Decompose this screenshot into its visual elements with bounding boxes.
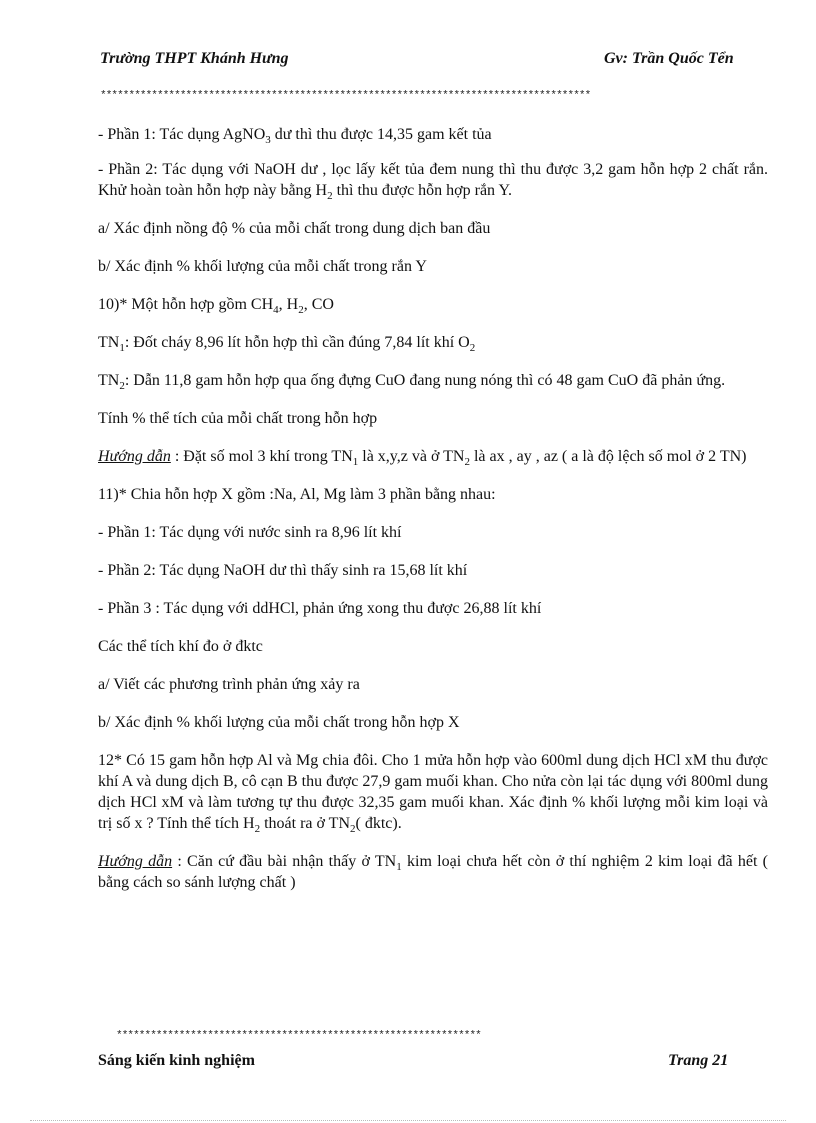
question-a: a/ Xác định nồng độ % của mỗi chất trong dung dịch ban đầu — [98, 220, 491, 237]
hint-12: Hướng dẫn : Căn cứ đầu bài nhận thấy ở $TN_1$ kim loại chưa hết còn ở thí nghiệm 2 kim loại đã hết ( bằng cách so sánh lượng chất ) — [98, 853, 768, 891]
part-1: - Phần 1: Tác dụng với nước sinh ra 8,96 lít khí — [98, 524, 402, 541]
problem-12: 12* Có 15 gam hỗn hợp Al và Mg chia đôi. Cho 1 mửa hỗn hợp vào 600ml dung dịch HCl xM thu được khí A và dung dịch B, cô cạn B thu được 27,9 gam muối khan. Cho nửa còn lại tác dụng với 800ml dung dịch HCl xM và làm tương tự thu được 32,35 gam muối khan. Xác định % khối lượng mỗi kim loại và trị số x ? Tính thể tích $H_2$ thoát ra ở $TN_2$( đktc). — [98, 752, 768, 836]
page-number: Trang 21 — [668, 1052, 729, 1069]
footer-divider: **************************************************************** — [116, 1030, 481, 1042]
experiment-1: $TN_1$: Đốt cháy 8,96 lít hỗn hợp thì cần đúng 7,84 lít khí $O_2$ — [98, 334, 476, 355]
question-11b: b/ Xác định % khối lượng của mỗi chất trong hỗn hợp X — [98, 714, 460, 731]
question-b: b/ Xác định % khối lượng của mỗi chất trong rắn Y — [98, 258, 427, 275]
page-bottom-divider — [30, 1120, 786, 1121]
page-content — [98, 124, 768, 910]
experiment-2: $TN_2$: Dẫn 11,8 gam hỗn hợp qua ống đựng CuO đang nung nóng thì có 48 gam CuO đã phản ứng. — [98, 372, 726, 393]
hint-10: Hướng dẫn : Đặt số mol 3 khí trong $TN_1$ là x,y,z và ở $TN_2$ là ax , ay , az ( a là độ lệch số mol ở 2 TN) — [98, 448, 747, 469]
header-teacher: Gv: Trần Quốc Tển — [604, 50, 734, 67]
problem-10: 10)* Một hỗn hợp gồm $CH_4$, $H_2$, CO — [98, 296, 334, 317]
paragraph-part2: - Phần 2: Tác dụng với NaOH dư , lọc lấy kết tủa đem nung thì thu được 3,2 gam hỗn hợp 2 chất rắn. Khử hoàn toàn hỗn hợp này bằng $H_2$ thì thu được hỗn hợp rắn Y. — [98, 161, 768, 203]
question-volume: Tính % thể tích của mỗi chất trong hỗn hợp — [98, 410, 378, 427]
header-school: Trường THPT Khánh Hưng — [100, 50, 289, 67]
problem-11: 11)* Chia hỗn hợp X gồm :Na, Al, Mg làm 3 phần bằng nhau: — [98, 486, 496, 503]
footer-title: Sáng kiến kinh nghiệm — [98, 1052, 255, 1069]
part-2: - Phần 2: Tác dụng NaOH dư thì thấy sinh ra 15,68 lít khí — [98, 562, 468, 579]
header-divider: ************************************************************************************** — [100, 90, 591, 102]
paragraph-part1: - Phần 1: Tác dụng AgNO$_3$ dư thì thu được 14,35 gam kết tủa — [98, 126, 492, 147]
question-11a: a/ Viết các phương trình phản ứng xảy ra — [98, 676, 360, 693]
gas-conditions: Các thể tích khí đo ở đktc — [98, 638, 263, 655]
part-3: - Phần 3 : Tác dụng với ddHCl, phản ứng xong thu được 26,88 lít khí — [98, 600, 542, 617]
